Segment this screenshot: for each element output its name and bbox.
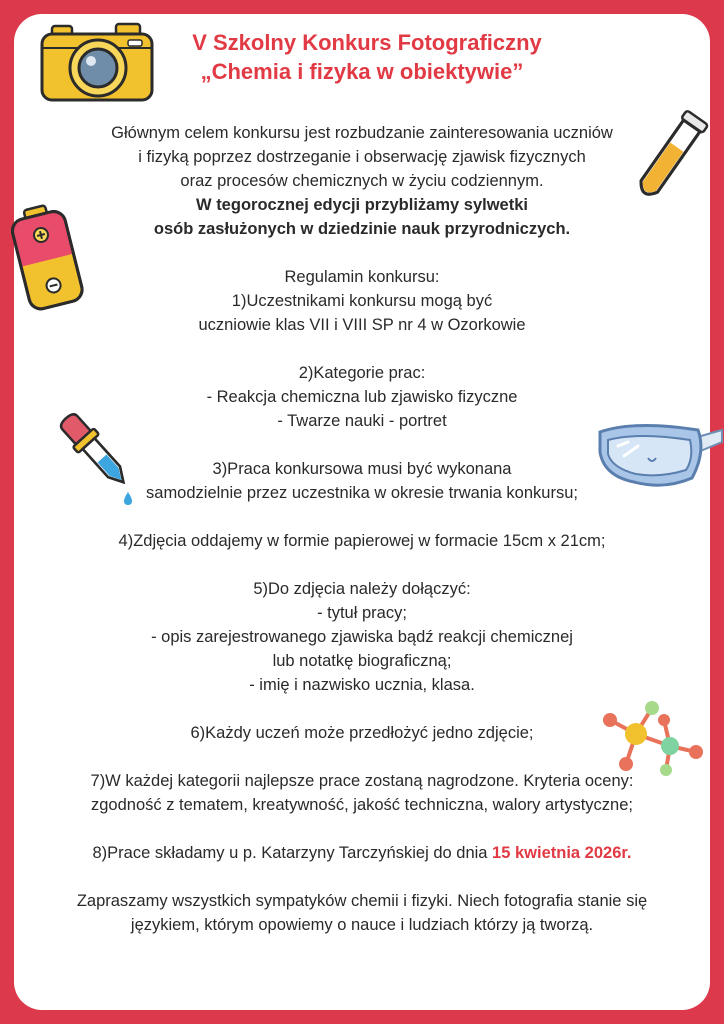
intro-bold-line: W tegorocznej edycji przybliżamy sylwetki bbox=[196, 196, 528, 214]
rule-5-line: - imię i nazwisko ucznia, klasa. bbox=[249, 676, 475, 694]
rule-1-line: 1)Uczestnikami konkursu mogą być bbox=[231, 292, 493, 310]
rule-5-line: - opis zarejestrowanego zjawiska bądź reakcji chemicznej bbox=[151, 628, 573, 646]
rules-heading: Regulamin konkursu: bbox=[284, 268, 440, 286]
rule-5-line: lub notatkę biograficzną; bbox=[272, 652, 452, 670]
closing-line: Zapraszamy wszystkich sympatyków chemii i fizyki. Niech fotografia stanie się bbox=[76, 892, 648, 910]
rule-2-line: - Reakcja chemiczna lub zjawisko fizyczne bbox=[206, 388, 518, 406]
rule-3-line: samodzielnie przez uczestnika w okresie trwania konkursu; bbox=[146, 484, 578, 502]
rule-8-text: 8)Prace składamy u p. Katarzyny Tarczyńskiej do dnia bbox=[92, 844, 493, 862]
rule-4-line: 4)Zdjęcia oddajemy w formie papierowej w formacie 15cm x 21cm; bbox=[118, 532, 606, 550]
intro-line: Głównym celem konkursu jest rozbudzanie zainteresowania uczniów bbox=[111, 124, 613, 142]
title-line-2: „Chemia i fizyka w obiektywie” bbox=[200, 59, 524, 84]
rule-5-line: - tytuł pracy; bbox=[317, 604, 407, 622]
intro-line: i fizyką poprzez dostrzeganie i obserwację zjawisk fizycznych bbox=[138, 148, 586, 166]
rule-8-line bbox=[0, 841, 724, 865]
rule-2-line: 2)Kategorie prac: bbox=[298, 364, 426, 382]
poster-body bbox=[0, 121, 724, 937]
rule-7-line: 7)W każdej kategorii najlepsze prace zostaną nagrodzone. Kryteria oceny: bbox=[90, 772, 634, 790]
rule-5-line: 5)Do zdjęcia należy dołączyć: bbox=[253, 580, 471, 598]
rule-6-line: 6)Każdy uczeń może przedłożyć jedno zdjęcie; bbox=[190, 724, 534, 742]
title-line-1: V Szkolny Konkurs Fotograficzny bbox=[192, 30, 542, 55]
rule-7-line: zgodność z tematem, kreatywność, jakość techniczna, walory artystyczne; bbox=[91, 796, 633, 814]
rule-1-line: uczniowie klas VII i VIII SP nr 4 w Ozorkowie bbox=[198, 316, 526, 334]
poster-title bbox=[0, 28, 724, 86]
rule-2-line: - Twarze nauki - portret bbox=[277, 412, 447, 430]
deadline-date: 15 kwietnia 2026r. bbox=[492, 844, 632, 862]
rule-3-line: 3)Praca konkursowa musi być wykonana bbox=[212, 460, 512, 478]
intro-line: oraz procesów chemicznych w życiu codziennym. bbox=[180, 172, 544, 190]
closing-line: językiem, którym opowiemy o nauce i ludziach którzy ją tworzą. bbox=[130, 916, 594, 934]
intro-bold-line: osób zasłużonych w dziedzinie nauk przyrodniczych. bbox=[153, 220, 571, 238]
